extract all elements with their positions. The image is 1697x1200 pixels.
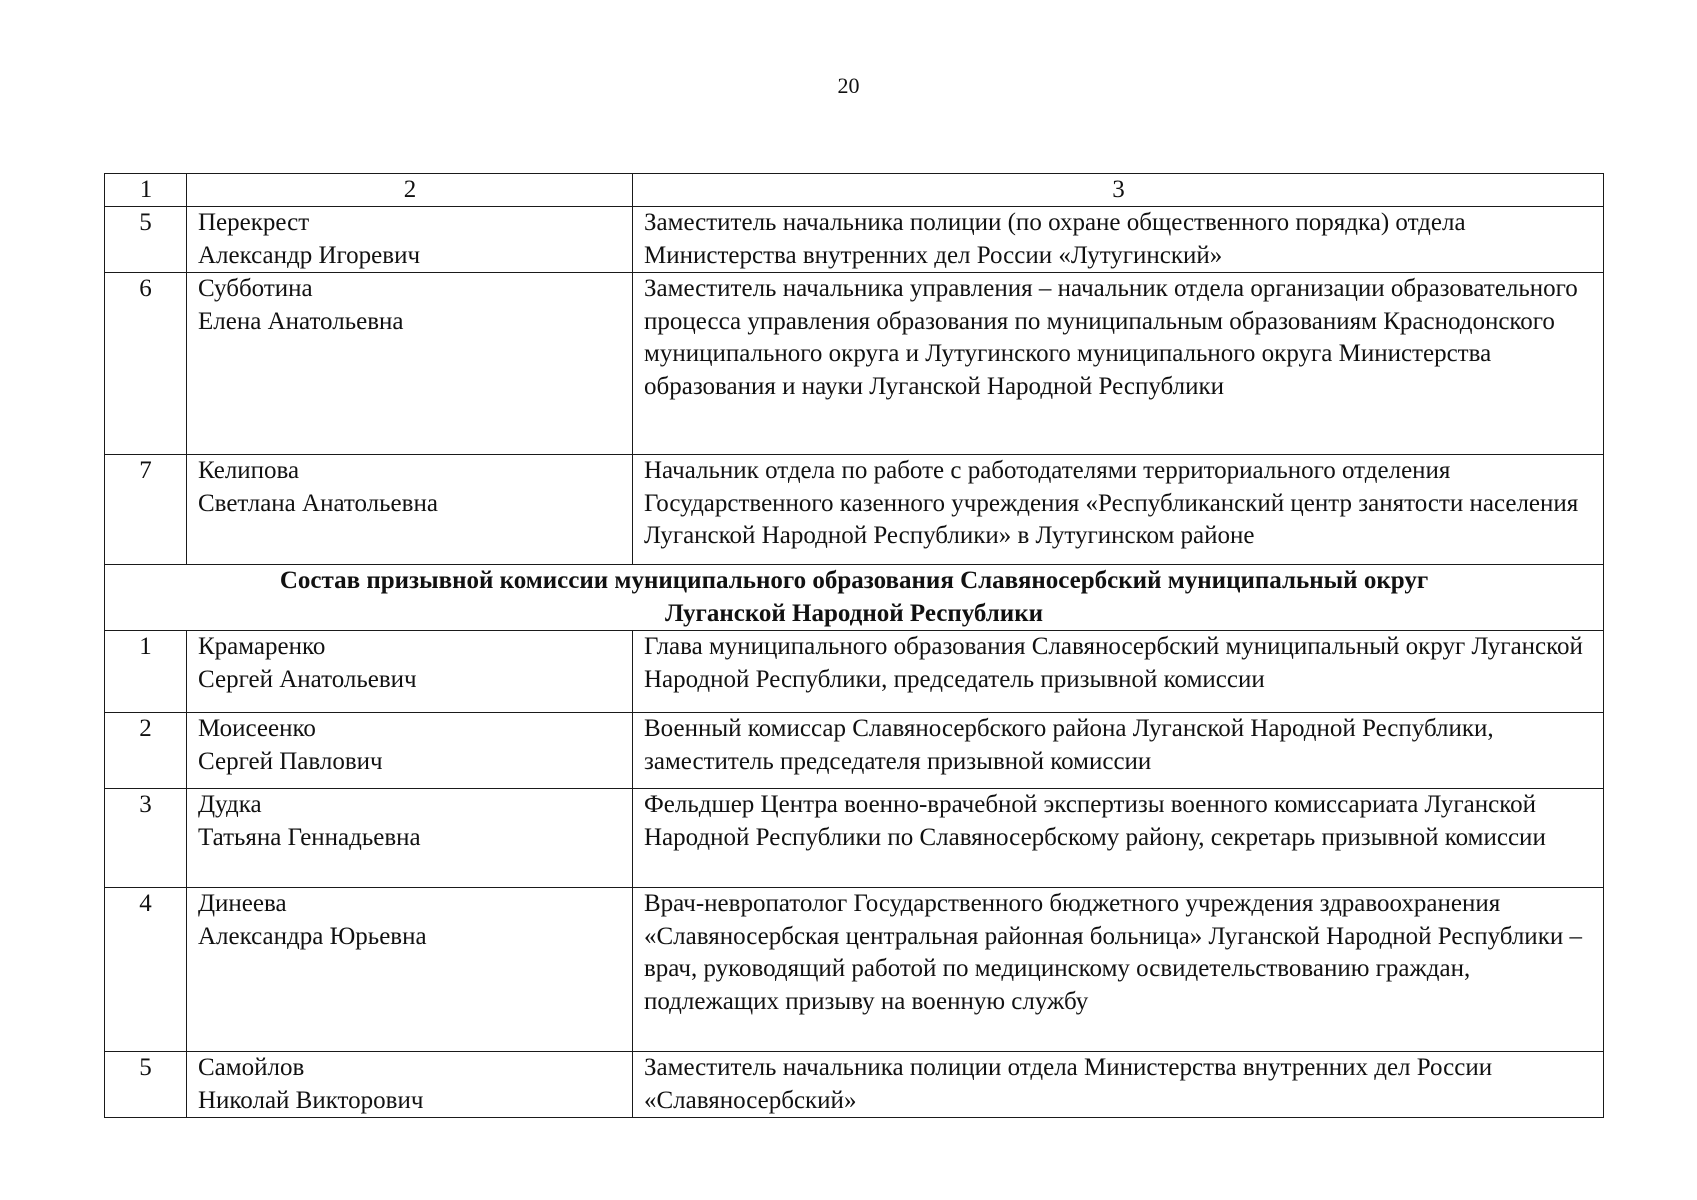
member-position: Заместитель начальника полиции (по охране общественного порядка) отдела Министерства внутренних дел России «Лутугинский» (644, 209, 1466, 269)
member-surname: Динеева (198, 890, 287, 917)
column-number-2: 2 (187, 174, 633, 207)
row-number: 1 (105, 631, 187, 713)
member-surname: Крамаренко (198, 633, 326, 660)
commission-roster-table (104, 173, 1604, 1118)
member-position: Глава муниципального образования Славяносербский муниципальный округ Луганской Народной Республики, председатель призывной комиссии (644, 633, 1583, 693)
member-position-cell (633, 888, 1604, 1052)
row-number: 7 (105, 455, 187, 565)
row-number: 5 (105, 1052, 187, 1118)
member-position: Фельдшер Центра военно-врачебной экспертизы военного комиссариата Луганской Народной Республики по Славяносербскому району, секретарь призывной комиссии (644, 791, 1546, 851)
member-given-names: Сергей Анатольевич (198, 665, 417, 693)
member-name-cell (187, 455, 633, 565)
member-surname: Моисеенко (198, 715, 316, 742)
member-given-names: Сергей Павлович (198, 747, 383, 775)
member-position-cell (633, 631, 1604, 713)
member-position-cell (633, 789, 1604, 888)
member-name-cell (187, 888, 633, 1052)
member-name-cell (187, 631, 633, 713)
member-given-names: Николай Викторович (198, 1086, 424, 1114)
table-row (105, 207, 1604, 273)
table-row (105, 455, 1604, 565)
table-row (105, 1052, 1604, 1118)
member-position: Заместитель начальника управления – начальник отдела организации образовательного процесса управления образования по муниципальным образованиям Краснодонского муниципального округа и Лутугинского муниципального округа Министерства образования и науки Луганской Народной Республики (644, 275, 1578, 400)
member-name-cell (187, 207, 633, 273)
member-position-cell (633, 713, 1604, 789)
row-number: 5 (105, 207, 187, 273)
member-given-names: Елена Анатольевна (198, 307, 404, 335)
member-surname: Перекрест (198, 209, 310, 236)
member-position-cell (633, 455, 1604, 565)
page-number: 20 (837, 73, 860, 98)
member-surname: Самойлов (198, 1054, 305, 1081)
member-given-names: Александр Игоревич (198, 241, 421, 269)
member-position-cell (633, 1052, 1604, 1118)
member-name-cell (187, 273, 633, 455)
member-position: Врач-невропатолог Государственного бюджетного учреждения здравоохранения «Славяносербская центральная районная больница» Луганской Народной Республики – врач, руководящий работой по медицинскому освидетельствованию граждан, подлежащих призыву на военную службу (644, 890, 1582, 1015)
member-given-names: Александра Юрьевна (198, 922, 427, 950)
column-number-row (105, 174, 1604, 207)
member-position: Начальник отдела по работе с работодателями территориального отделения Государственного казенного учреждения «Республиканский центр занятости населения Луганской Народной Республики» в Лутугинском районе (644, 457, 1579, 549)
member-name-cell (187, 1052, 633, 1118)
row-number: 2 (105, 713, 187, 789)
member-position: Заместитель начальника полиции отдела Министерства внутренних дел России «Славяносербский» (644, 1054, 1493, 1114)
row-number: 6 (105, 273, 187, 455)
section-heading (105, 565, 1604, 631)
table-row (105, 789, 1604, 888)
member-position-cell (633, 207, 1604, 273)
section-heading-line-1: Состав призывной комиссии муниципального образования Славяносербский муниципальный округ (279, 567, 1429, 594)
member-surname: Дудка (198, 791, 262, 818)
column-number-3: 3 (633, 174, 1604, 207)
table-row (105, 888, 1604, 1052)
member-surname: Келипова (198, 457, 300, 484)
member-name-cell (187, 713, 633, 789)
table-row (105, 273, 1604, 455)
member-position-cell (633, 273, 1604, 455)
section-heading-row (105, 565, 1604, 631)
member-given-names: Светлана Анатольевна (198, 489, 438, 517)
table-row (105, 713, 1604, 789)
member-given-names: Татьяна Геннадьевна (198, 823, 421, 851)
row-number: 3 (105, 789, 187, 888)
member-name-cell (187, 789, 633, 888)
row-number: 4 (105, 888, 187, 1052)
column-number-1: 1 (105, 174, 187, 207)
member-position: Военный комиссар Славяносербского района Луганской Народной Республики, заместитель председателя призывной комиссии (644, 715, 1494, 775)
table-row (105, 631, 1604, 713)
member-surname: Субботина (198, 275, 313, 302)
section-heading-line-2: Луганской Народной Республики (664, 599, 1044, 627)
